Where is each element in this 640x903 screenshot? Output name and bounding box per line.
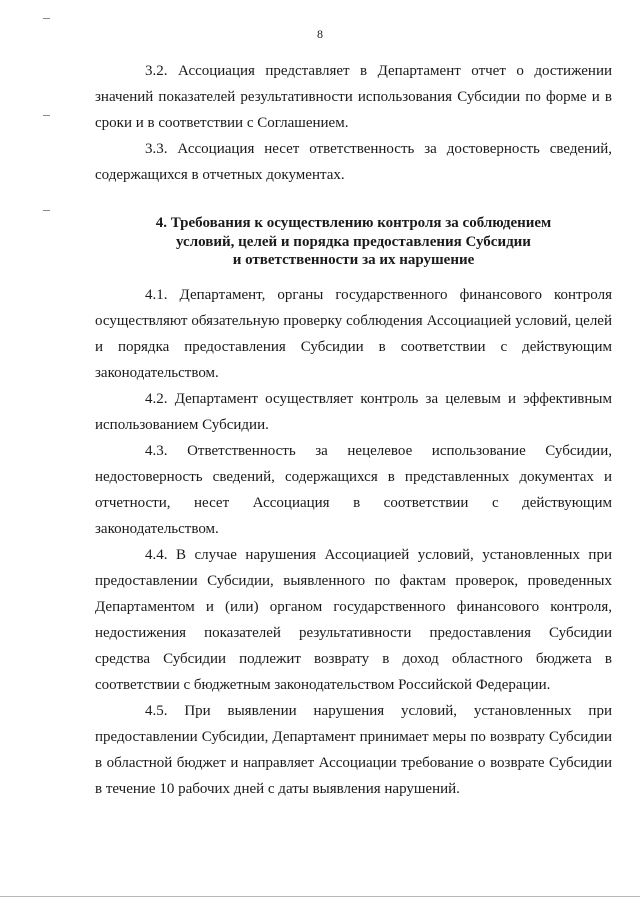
paragraph-4-3: 4.3. Ответственность за нецелевое использование Субсидии, недостоверность сведений, содержащихся в представленных документах и отчетности, несет Ассоциация в соответствии с действующим законодательством. (95, 442, 612, 537)
document-body (95, 58, 612, 802)
paragraph-4-5: 4.5. При выявлении нарушения условий, установленных при предоставлении Субсидии, Департамент принимает меры по возврату Субсидии в областной бюджет и направляет Ассоциации требование о возврате Субсидии в течение 10 рабочих дней с даты выявления нарушений. (95, 702, 612, 797)
page-bottom-border (0, 896, 640, 897)
paragraph-4-4: 4.4. В случае нарушения Ассоциацией условий, установленных при предоставлении Субсидии, выявленного по фактам проверок, проведенных Департаментом и (или) органом государственного финансового контроля, недостижения показателей результативности предоставления Субсидии средства Субсидии подлежит возврату в доход областного бюджета в соответствии с бюджетным законодательством Российской Федерации. (95, 546, 612, 693)
margin-mark (43, 18, 50, 19)
paragraph-4-2: 4.2. Департамент осуществляет контроль за целевым и эффективным использованием Субсидии. (95, 390, 612, 433)
margin-mark (43, 115, 50, 116)
paragraph-3-3: 3.3. Ассоциация несет ответственность за достоверность сведений, содержащихся в отчетных документах. (95, 141, 612, 183)
margin-mark (43, 210, 50, 211)
section-heading-line: условий, целей и порядка предоставления Субсидии (176, 233, 531, 250)
section-heading-line: 4. Требования к осуществлению контроля за соблюдением (155, 215, 552, 231)
page-number: 8 (317, 27, 323, 41)
section-heading (95, 214, 612, 270)
section-heading-line: и ответственности за их нарушение (232, 252, 475, 268)
paragraph-4-1: 4.1. Департамент, органы государственного финансового контроля осуществляют обязательную проверку соблюдения Ассоциацией условий, целей и порядка предоставления Субсидии в соответствии с действующим законодательством. (95, 286, 612, 381)
paragraph-3-2: 3.2. Ассоциация представляет в Департамент отчет о достижении значений показателей результативности использования Субсидии по форме и в сроки и в соответствии с Соглашением. (95, 63, 612, 131)
